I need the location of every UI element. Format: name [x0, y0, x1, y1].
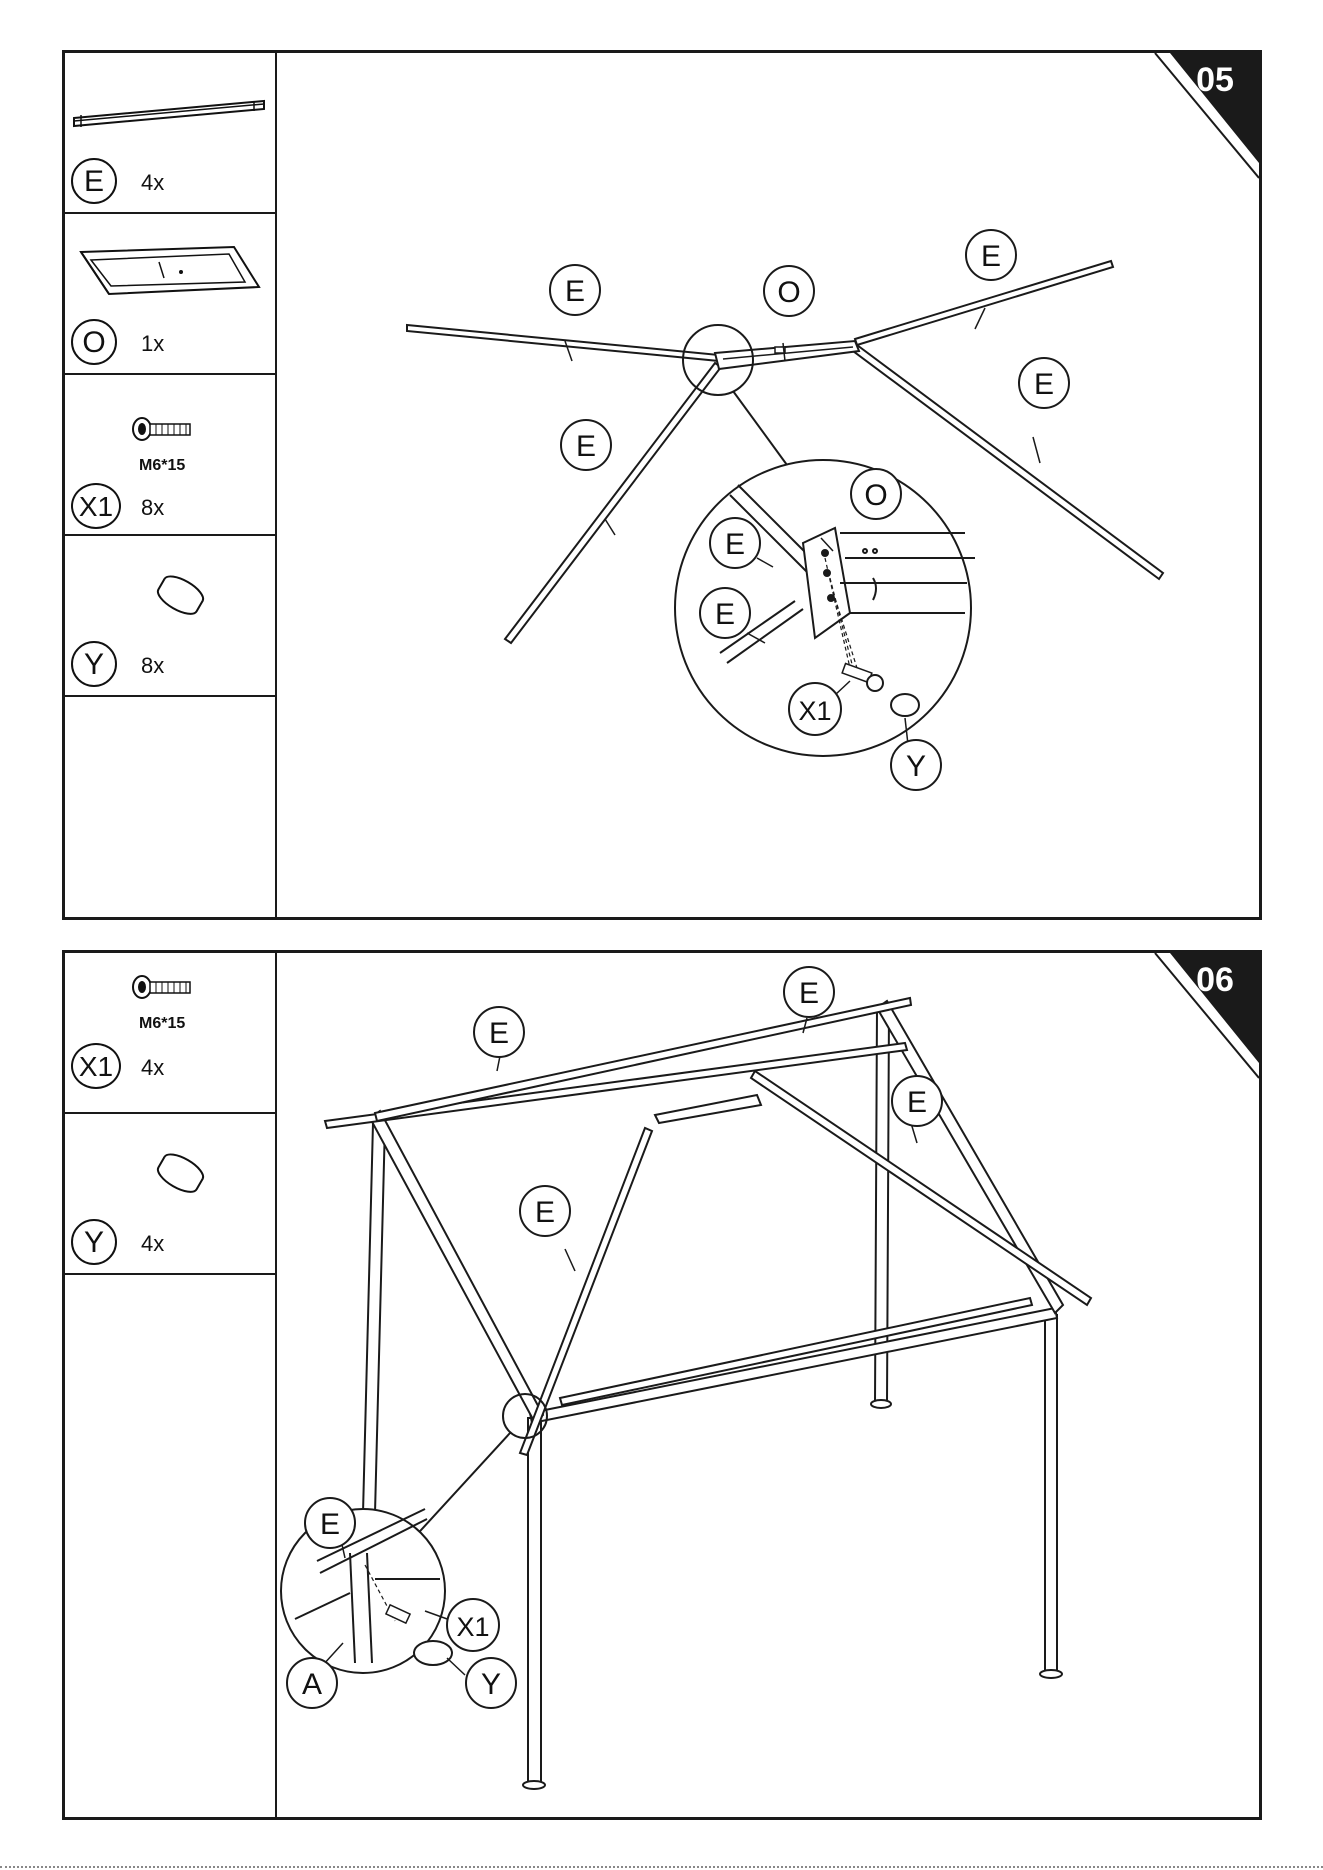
- callout-label: E: [319, 1508, 341, 1541]
- bracket-o: [715, 341, 859, 369]
- part-id-badge: Y: [71, 1219, 117, 1265]
- roof-hub-diagram: [275, 53, 1259, 917]
- side-rail: [560, 1298, 1032, 1405]
- callout-label: O: [777, 276, 801, 309]
- rod-e: [407, 325, 719, 361]
- part-id-badge: E: [71, 158, 117, 204]
- callout-label: E: [798, 977, 820, 1010]
- part-spec: M6*15: [139, 1015, 186, 1032]
- cap-detail: [891, 694, 919, 716]
- part-cell-y: [65, 1114, 275, 1275]
- roof-hub: [655, 1095, 761, 1123]
- part-cell-e: [65, 53, 275, 214]
- part-cell-x1: [65, 375, 275, 536]
- side-rail: [530, 1308, 1057, 1423]
- leg: [1045, 1315, 1057, 1673]
- step-05-panel: [62, 50, 1262, 920]
- rod-e-icon: [69, 73, 269, 133]
- bolt-icon: [130, 973, 200, 1003]
- leg: [363, 1123, 385, 1513]
- part-qty: 4x: [141, 170, 165, 195]
- page-edge: [0, 1866, 1323, 1868]
- part-qty: 4x: [141, 1055, 165, 1080]
- assembly-drawing-06: [275, 953, 1259, 1817]
- callout-label: E: [564, 275, 586, 308]
- gazebo-frame-diagram: [275, 953, 1259, 1817]
- callout-label: X1: [456, 1612, 490, 1642]
- part-qty: 8x: [141, 653, 165, 678]
- callout-label: E: [980, 240, 1002, 273]
- callout-label: O: [864, 479, 888, 512]
- part-id-badge: X1: [71, 1043, 121, 1089]
- cap-icon: [145, 571, 215, 621]
- part-spec: M6*15: [139, 457, 186, 474]
- callout-label: E: [534, 1196, 556, 1229]
- step-06-panel: [62, 950, 1262, 1820]
- step-number: 05: [1196, 61, 1234, 99]
- side-rail: [370, 1111, 543, 1423]
- callout-label: A: [301, 1668, 323, 1701]
- callout-label: E: [488, 1017, 510, 1050]
- callout-label: E: [906, 1086, 928, 1119]
- cap-icon: [145, 1149, 215, 1199]
- callout-label: E: [724, 528, 746, 561]
- part-cell-y: [65, 536, 275, 697]
- callout-label: E: [1033, 368, 1055, 401]
- parts-list: [65, 953, 277, 1817]
- part-cell-o: [65, 214, 275, 375]
- bracket-o-icon: [69, 232, 269, 312]
- part-cell-x1: [65, 953, 275, 1114]
- part-id-badge: O: [71, 319, 117, 365]
- cap-detail: [414, 1641, 452, 1665]
- step-number: 06: [1196, 961, 1234, 999]
- part-qty: 8x: [141, 495, 165, 520]
- parts-list: [65, 53, 277, 917]
- part-id-badge: Y: [71, 641, 117, 687]
- assembly-drawing-05: [275, 53, 1259, 917]
- callout-label: Y: [905, 750, 927, 783]
- callout-label: X1: [798, 696, 832, 726]
- callout-label: E: [575, 430, 597, 463]
- bolt-icon: [130, 415, 200, 445]
- part-id-badge: X1: [71, 483, 121, 529]
- part-qty: 4x: [141, 1231, 165, 1256]
- callout-label: Y: [480, 1668, 502, 1701]
- leg: [528, 1418, 541, 1783]
- part-qty: 1x: [141, 331, 165, 356]
- callout-label: E: [714, 598, 736, 631]
